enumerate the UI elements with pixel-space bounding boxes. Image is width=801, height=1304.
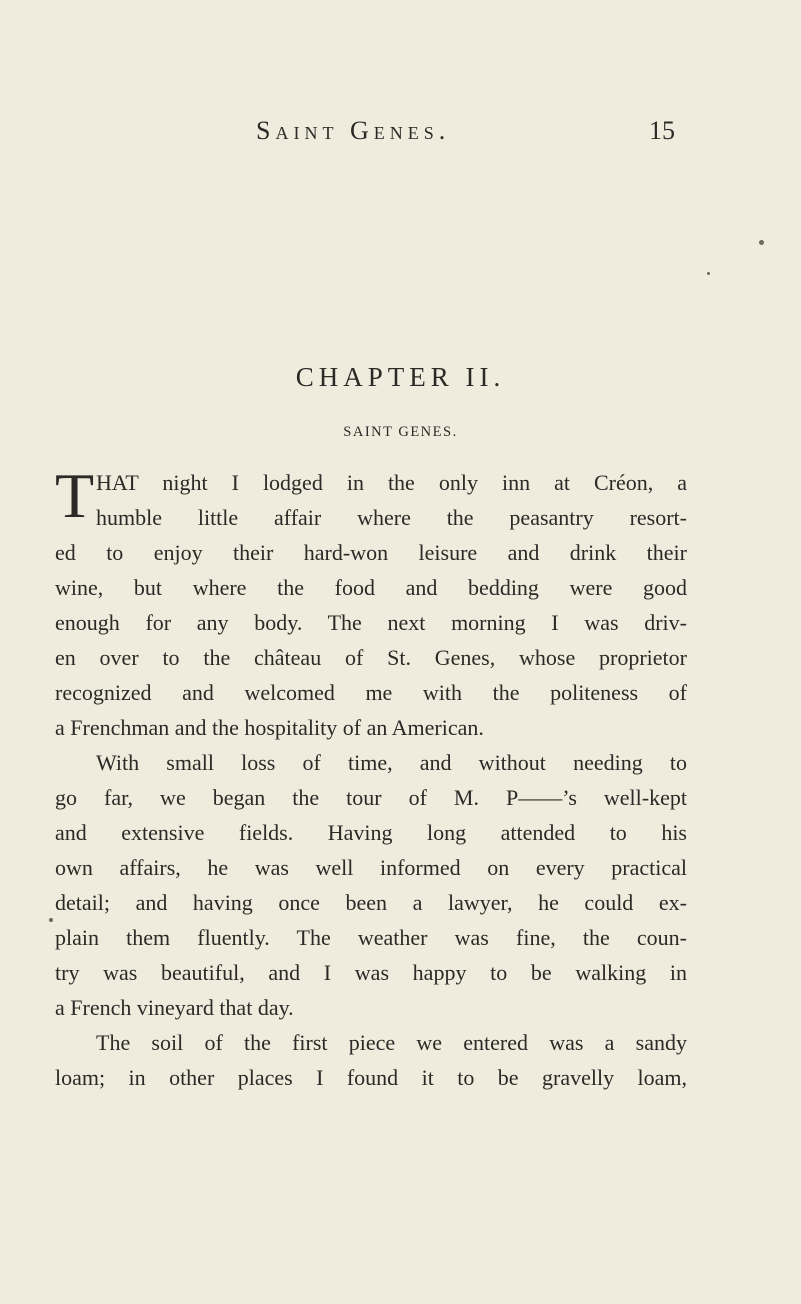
- text-line: en over to the château of St. Genes, whose proprietor: [55, 645, 687, 670]
- text-line: The soil of the first piece we entered was a sandy: [96, 1030, 687, 1055]
- text-line: and extensive fields. Having long attended to his: [55, 820, 687, 845]
- drop-cap: T: [55, 460, 95, 531]
- text-line: wine, but where the food and bedding were good: [55, 575, 687, 600]
- text-line: a French vineyard that day.: [55, 995, 294, 1020]
- running-header: [0, 116, 801, 152]
- chapter-subtitle: SAINT GENES.: [343, 424, 458, 440]
- ink-speck: [707, 272, 710, 275]
- text-line: detail; and having once been a lawyer, he could ex-: [55, 890, 687, 915]
- text-line: humble little affair where the peasantry resort-: [96, 505, 687, 530]
- text-line: own affairs, he was well informed on every practical: [55, 855, 687, 880]
- text-line: loam; in other places I found it to be gravelly loam,: [55, 1065, 687, 1090]
- text-line: enough for any body. The next morning I was driv-: [55, 610, 687, 635]
- text-line: try was beautiful, and I was happy to be walking in: [55, 960, 687, 985]
- running-title: Saint Genes.: [256, 116, 451, 145]
- text-line: ed to enjoy their hard-won leisure and drink their: [55, 540, 687, 565]
- text-line: HAT night I lodged in the only inn at Créon, a: [96, 470, 687, 495]
- text-line: recognized and welcomed me with the politeness of: [55, 680, 687, 705]
- text-line: a Frenchman and the hospitality of an American.: [55, 715, 484, 740]
- text-line: go far, we began the tour of M. P——’s well-kept: [55, 785, 687, 810]
- ink-speck: [49, 918, 53, 922]
- text-line: With small loss of time, and without needing to: [96, 750, 687, 775]
- chapter-heading: CHAPTER II.: [295, 362, 506, 392]
- text-line: plain them fluently. The weather was fine, the coun-: [55, 925, 687, 950]
- ink-speck: [759, 240, 764, 245]
- page-number: 15: [649, 116, 675, 145]
